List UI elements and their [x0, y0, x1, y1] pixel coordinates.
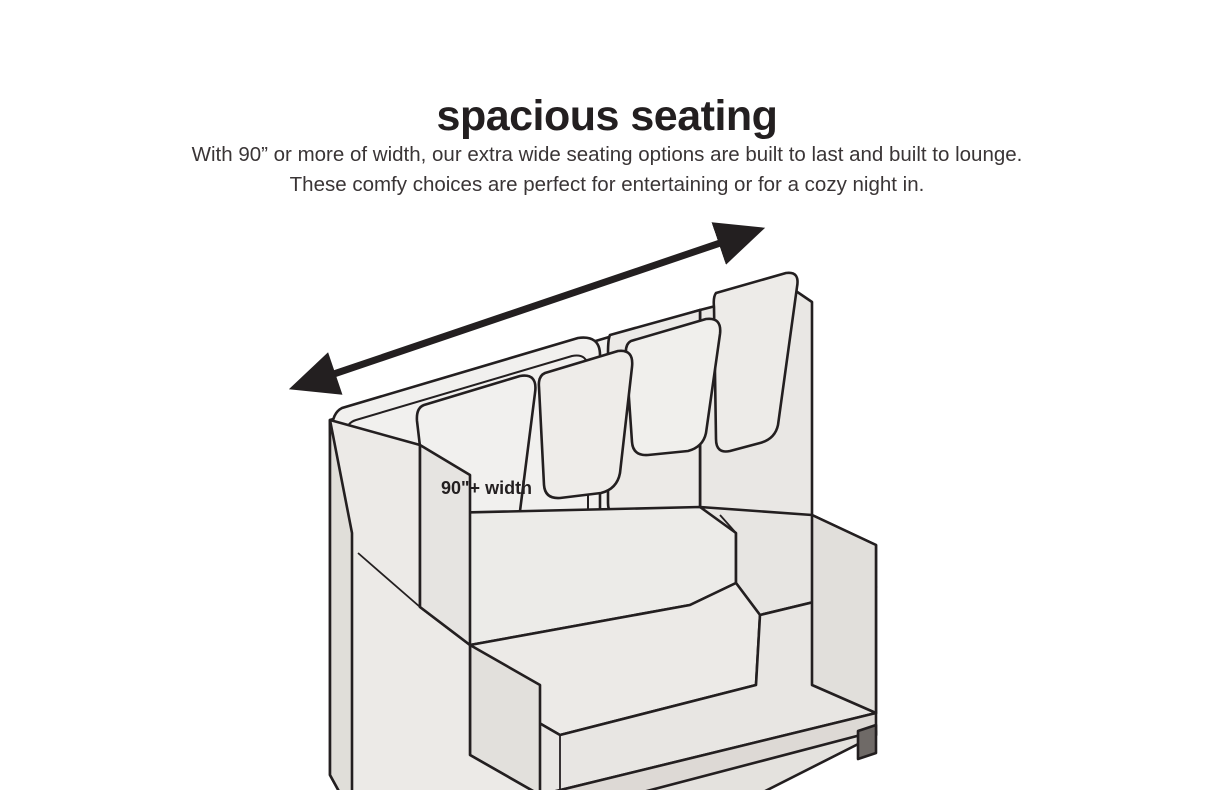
sofa-illustration [0, 215, 1214, 790]
accent-pillow-center-right [626, 319, 720, 455]
width-dimension-label: 90"+ width [441, 478, 533, 498]
page-title: spacious seating [436, 91, 778, 140]
page-subtitle [0, 140, 1214, 199]
page-subtitle-line-1: With 90” or more of width, our extra wide seating options are built to last and built to lounge. [191, 143, 1023, 166]
accent-pillow-center [539, 351, 632, 498]
sofa-line-drawing-svg [0, 215, 1214, 790]
sofa-right-side [812, 515, 876, 713]
page-subtitle-line-2: These comfy choices are perfect for entertaining or for a cozy night in. [289, 172, 925, 196]
